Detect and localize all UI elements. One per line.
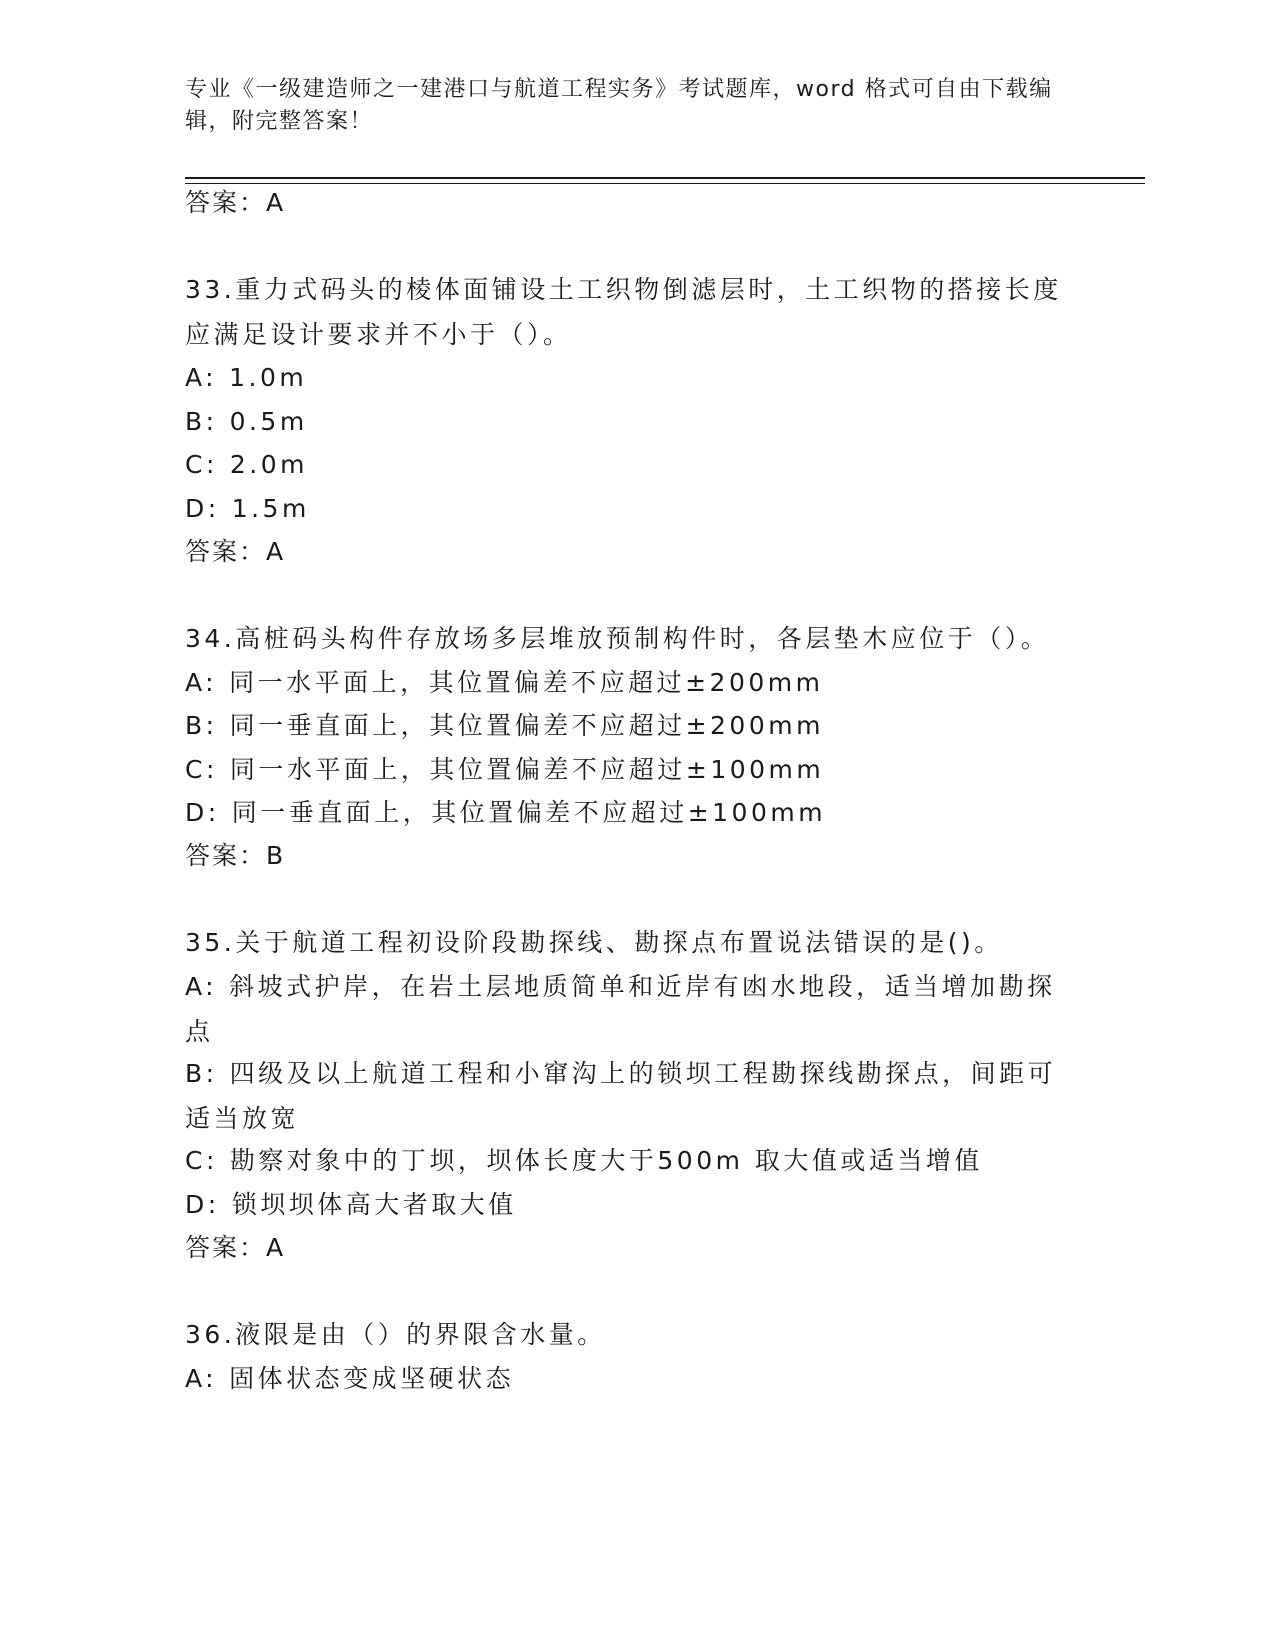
question-33-option-c: C: 2.0m: [185, 450, 309, 479]
question-35-stem: 35.关于航道工程初设阶段勘探线、勘探点布置说法错误的是()。: [185, 928, 1003, 957]
question-35-option-b: B: 四级及以上航道工程和小窜沟上的锁坝工程勘探线勘探点，间距可适当放宽: [185, 1059, 1057, 1133]
question-34-option-c: C: 同一水平面上，其位置偏差不应超过±100mm: [185, 755, 825, 784]
question-34-option-d: D: 同一垂直面上，其位置偏差不应超过±100mm: [185, 798, 827, 827]
question-35-option-c: C: 勘察对象中的丁坝，坝体长度大于500m 取大值或适当增值: [185, 1146, 983, 1175]
question-33-option-a: A: 1.0m: [185, 363, 308, 392]
header-divider: [185, 177, 1145, 179]
question-35-option-d: D: 锁坝坝体高大者取大值: [185, 1190, 517, 1219]
question-36-option-a: A: 固体状态变成坚硬状态: [185, 1364, 515, 1393]
question-35-option-a: A: 斜坡式护岸，在岩土层地质简单和近岸有凼水地段，适当增加勘探点: [185, 972, 1056, 1046]
question-33-option-b: B: 0.5m: [185, 407, 308, 436]
question-36-stem: 36.液限是由（）的界限含水量。: [185, 1320, 606, 1349]
question-33-answer: 答案：A: [185, 537, 286, 566]
question-34-answer: 答案：B: [185, 841, 286, 870]
question-33-stem: 33.重力式码头的棱体面铺设土工织物倒滤层时，土工织物的搭接长度应满足设计要求并不小于（）。: [185, 275, 1062, 349]
answer-label: 答案：A: [185, 188, 286, 217]
question-34-option-a: A: 同一水平面上，其位置偏差不应超过±200mm: [185, 668, 824, 697]
question-34-option-b: B: 同一垂直面上，其位置偏差不应超过±200mm: [185, 711, 824, 740]
question-34-stem: 34.高桩码头构件存放场多层堆放预制构件时，各层垫木应位于（）。: [185, 624, 1050, 653]
header-divider-thin: [185, 183, 1145, 184]
header-note: 专业《一级建造师之一建港口与航道工程实务》考试题库，word 格式可自由下载编辑，附完整答案！: [185, 77, 1053, 134]
question-33-option-d: D: 1.5m: [185, 494, 310, 523]
question-35-answer: 答案：A: [185, 1233, 286, 1262]
